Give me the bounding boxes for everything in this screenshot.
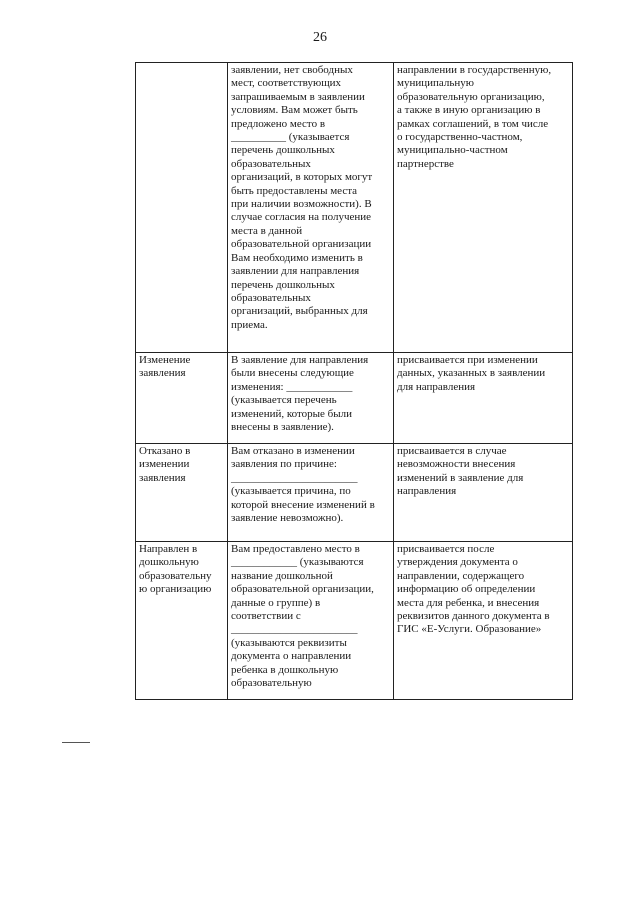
status-cell (136, 63, 228, 353)
comment-cell: присваивается после утверждения документа о направлении, содержащего информацию об определении места для ребенка, и внесения реквизитов данного документа в ГИС «Е-Услуги. Образование» (394, 542, 573, 700)
table-row (136, 63, 573, 353)
message-cell: В заявление для направления были внесены следующие изменения: ____________ (указывается перечень изменений, которые были внесены в заявление). (228, 353, 394, 444)
message-cell: Вам отказано в изменении заявления по причине: _______________________ (указывается причина, по которой внесение изменений в заявление невозможно). (228, 444, 394, 542)
table-row (136, 353, 573, 444)
comment-cell: направлении в государственную, муниципальную образовательную организацию, а также в иную организацию в рамках соглашений, в том числе о государственно-частном, муниципально-частном партнерстве (394, 63, 573, 353)
message-cell: заявлении, нет свободных мест, соответствующих запрашиваемым в заявлении условиям. Вам может быть предложено место в __________ (указывается перечень дошкольных образовательных организаций, в которых могут быть предоставлены места при наличии возможности). В случае согласия на получение места в данной образовательной организации Вам необходимо изменить в заявлении для направления перечень дошкольных образовательных организаций, выбранных для приема. (228, 63, 394, 353)
status-cell: Направлен в дошкольную образовательну ю организацию (136, 542, 228, 700)
comment-cell: присваивается в случае невозможности внесения изменений в заявление для направления (394, 444, 573, 542)
table-row (136, 444, 573, 542)
page-number: 26 (313, 30, 327, 45)
status-cell: Изменение заявления (136, 353, 228, 444)
status-table (135, 62, 573, 700)
table-row (136, 542, 573, 700)
status-cell: Отказано в изменении заявления (136, 444, 228, 542)
footnote-rule (62, 742, 90, 743)
comment-cell: присваивается при изменении данных, указанных в заявлении для направления (394, 353, 573, 444)
message-cell: Вам предоставлено место в ____________ (указываются название дошкольной образовательной организации, данные о группе) в соответствии с _______________________ (указываются реквизиты документа о направлении ребенка в дошкольную образовательную (228, 542, 394, 700)
